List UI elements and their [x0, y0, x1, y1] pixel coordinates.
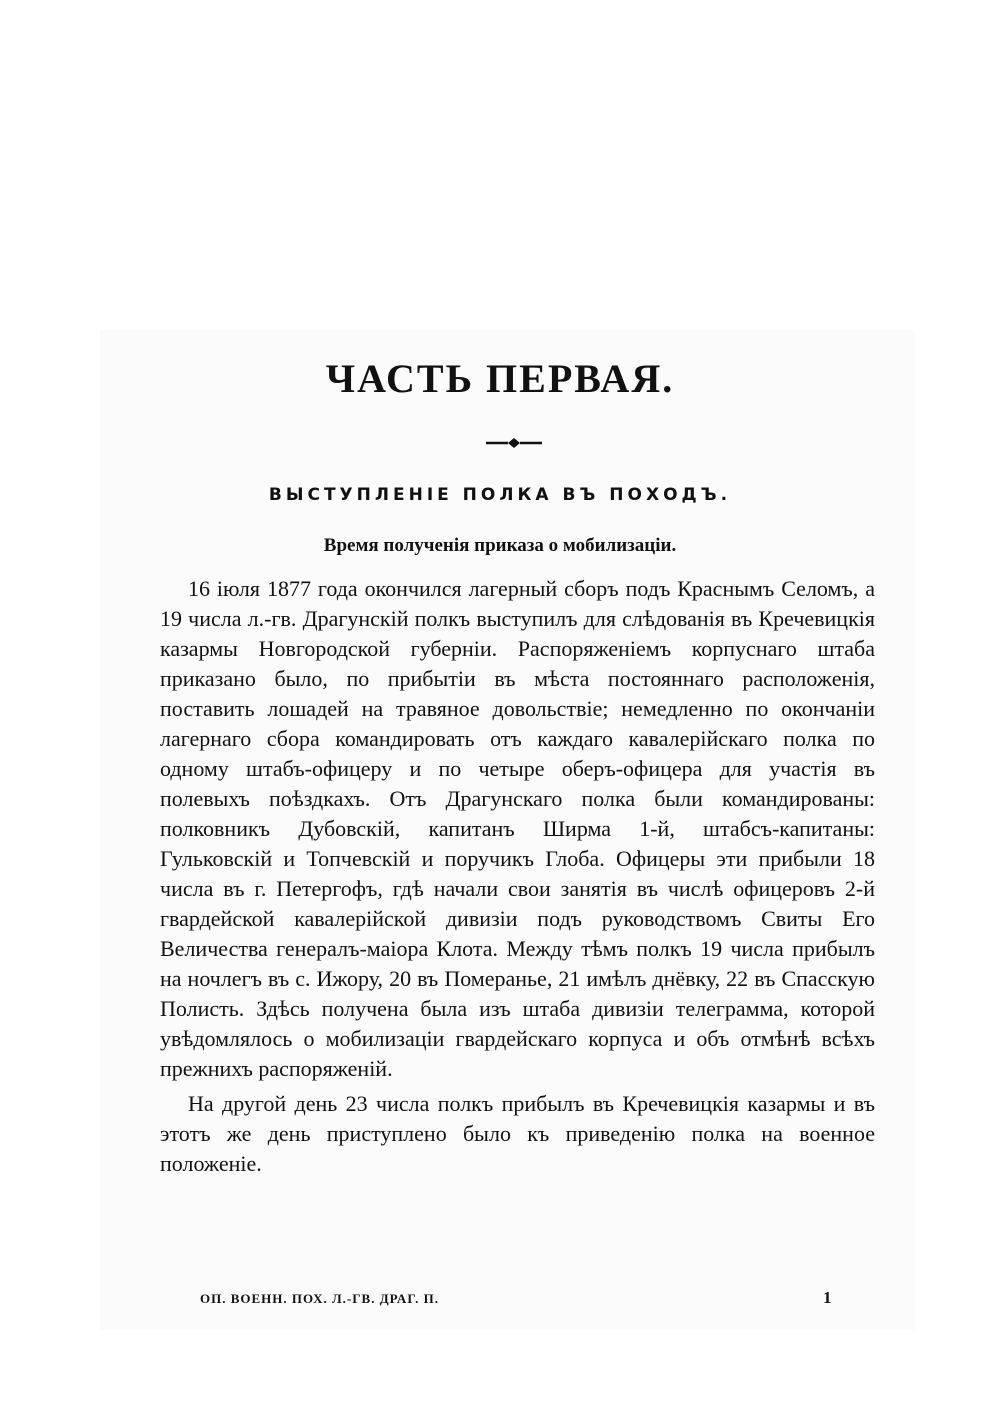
ornament-divider	[484, 435, 544, 451]
footer-signature: ОП. ВОЕНН. ПОХ. Л.-ГВ. ДРАГ. П.	[200, 1291, 439, 1306]
paragraph: 16 іюля 1877 года окончился лагерный сборъ подъ Краснымъ Селомъ, а 19 числа л.-гв. Драгунскій полкъ выступилъ для слѣдованія въ Кречевицкія казармы Новгородской губерніи. Распоряженіемъ корпуснаго штаба приказано было, по прибытіи въ мѣста постояннаго расположенія, поставить лошадей на травяное довольствіе; немедленно по окончаніи лагернаго сбора командировать отъ каждаго кавалерійскаго полка по одному штабъ-офицеру и по четыре оберъ-офицера для участія въ полевыхъ поѣздкахъ. Отъ Драгунскаго полка были командированы: полковникъ Дубовскій, капитанъ Ширма 1-й, штабсъ-капитаны: Гульковскій и Топчевскій и поручикъ Глоба. Офицеры эти прибыли 18 числа въ г. Петергофъ, гдѣ начали свои занятія въ числѣ офицеровъ 2-й гвардейской кавалерійской дивизіи подъ руководствомъ Свиты Его Величества генералъ-маіора Клота. Между тѣмъ полкъ 19 числа прибылъ на ночлегъ въ с. Ижору, 20 въ Померанье, 21 имѣлъ днёвку, 22 въ Спасскую Полисть. Здѣсь получена была изъ штаба дивизіи телеграмма, которой увѣдомлялось о мобилизаціи гвардейскаго корпуса и объ отмѣнѣ всѣхъ прежнихъ распоряженій.	[160, 576, 875, 1081]
section-title: ВЫСТУПЛЕНІЕ ПОЛКА ВЪ ПОХОДЪ.	[268, 485, 732, 505]
body-text	[160, 574, 875, 1184]
subsection-title: Время полученія приказа о мобилизаціи.	[323, 535, 677, 556]
paragraph: На другой день 23 числа полкъ прибылъ въ Кречевицкія казармы и въ этотъ же день приступлено было къ приведенію полка на военное положеніе.	[160, 1091, 875, 1176]
page-number: 1	[823, 1288, 832, 1307]
part-title: ЧАСТЬ ПЕРВАЯ.	[325, 356, 675, 401]
